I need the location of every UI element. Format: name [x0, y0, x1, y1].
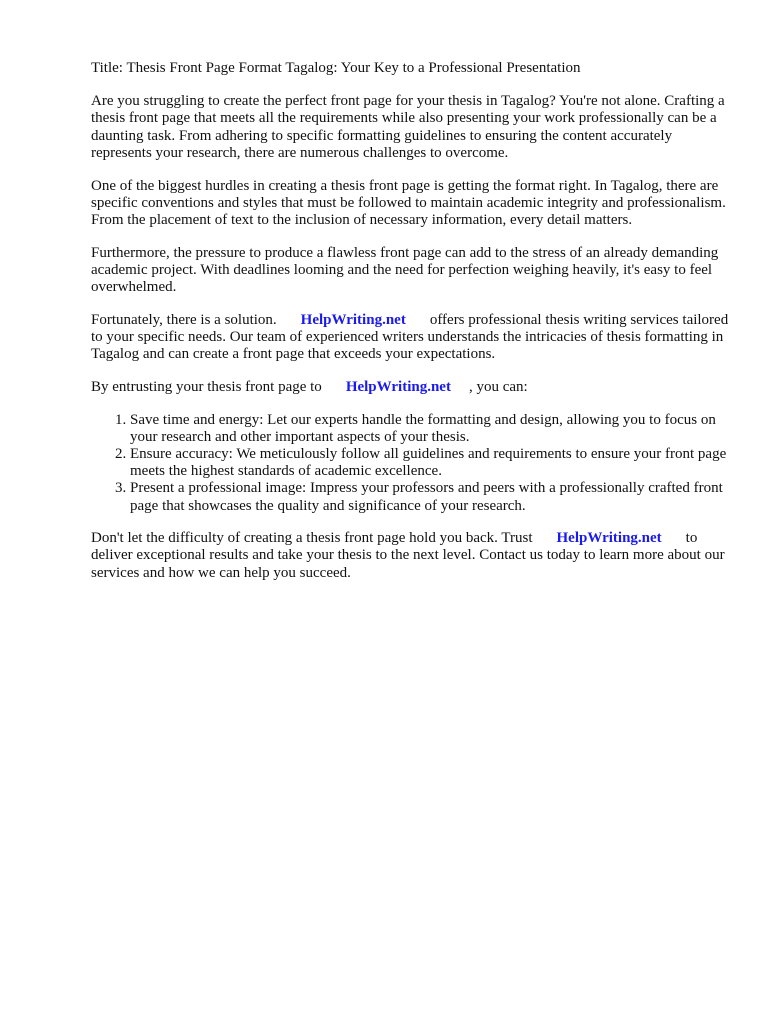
solution-text-after: offers professional thesis writing services tailored to your specific needs. Our team of experienced writers understands the intricacies of thesis formatting in Tagalog and can create a front page that exceeds your expectations.	[91, 311, 729, 363]
entrust-text-before: By entrusting your thesis front page to	[91, 378, 322, 395]
solution-text-before: Fortunately, there is a solution.	[91, 311, 277, 328]
document-page	[91, 60, 731, 597]
helpwriting-link[interactable]: HelpWriting.net	[300, 311, 406, 328]
closing-text-before: Don't let the difficulty of creating a thesis front page hold you back. Trust	[91, 530, 533, 547]
document-title: Title: Thesis Front Page Format Tagalog: Your Key to a Professional Presentation	[91, 60, 581, 76]
entrust-text-after: , you can:	[468, 378, 528, 395]
format-paragraph: One of the biggest hurdles in creating a thesis front page is getting the format right. In Tagalog, there are specific conventions and styles that must be followed to maintain academic integrity and professionalism. From the placement of text to the inclusion of necessary information, every detail matters.	[91, 177, 726, 228]
list-item: 1. Save time and energy: Let our experts handle the formatting and design, allowing you to focus on your research and other important aspects of your thesis.	[130, 412, 731, 446]
pressure-paragraph: Furthermore, the pressure to produce a flawless front page can add to the stress of an already demanding academic project. With deadlines looming and the need for perfection weighing heavily, it's easy to feel overwhelmed.	[91, 244, 719, 296]
helpwriting-link[interactable]: HelpWriting.net	[556, 530, 662, 547]
list-item: 2. Ensure accuracy: We meticulously follow all guidelines and requirements to ensure your front page meets the highest standards of academic excellence.	[130, 446, 731, 480]
intro-paragraph: Are you struggling to create the perfect front page for your thesis in Tagalog? You're not alone. Crafting a thesis front page that meets all the requirements while also presenting your work professionally can be a daunting task. From adhering to specific formatting guidelines to ensuring the content accurately represents your research, there are numerous challenges to overcome.	[91, 93, 725, 161]
benefits-list	[91, 412, 731, 515]
entrust-paragraph	[91, 379, 731, 396]
closing-text-after: to deliver exceptional results and take your thesis to the next level. Contact us today to learn more about our services and how we can help you succeed.	[91, 530, 725, 581]
closing-paragraph	[91, 530, 731, 582]
solution-paragraph	[91, 312, 731, 364]
list-item: 3. Present a professional image: Impress your professors and peers with a professionally crafted front page that showcases the quality and significance of your research.	[130, 480, 731, 514]
helpwriting-link[interactable]: HelpWriting.net	[345, 378, 451, 395]
